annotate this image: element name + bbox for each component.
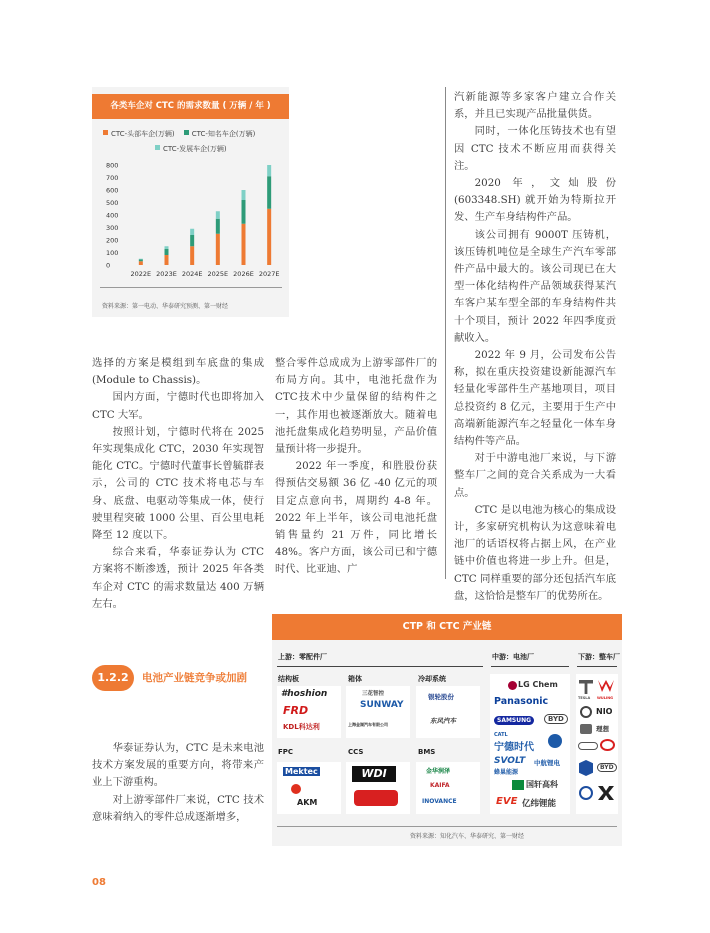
audi-icon [578, 742, 598, 750]
section-body [92, 740, 264, 826]
upstream-label: 上游：零配件厂 [278, 653, 327, 661]
paragraph: 同时，一体化压铸技术也有望因 CTC 技术不断应用而获得关注。 [454, 125, 616, 172]
legend-swatch-orange [103, 130, 108, 135]
nio-logo: NIO [596, 707, 613, 716]
bar-segment [216, 234, 220, 265]
ccs-car-icon [354, 790, 398, 806]
chart-panel [92, 87, 289, 317]
x-tick-label: 2025E [207, 270, 229, 278]
section-title: 电池产业链竞争或加剧 [142, 672, 247, 684]
paragraph: 对于中游电池厂来说，与下游整车厂之间的竞合关系成为一大看点。 [454, 452, 616, 499]
ccs-logo-box [346, 762, 410, 814]
right-column [454, 89, 616, 605]
frd-logo: FRD [283, 704, 309, 717]
middle-column [275, 355, 437, 579]
bar-segment [242, 190, 246, 200]
chart-legend [103, 125, 283, 155]
eve-cn-logo: 亿纬锂能 [522, 799, 557, 809]
bar-segment [190, 235, 194, 246]
legend-swatch-teal [155, 145, 160, 150]
paragraph: 该公司拥有 9000T 压铸机，该压铸机吨位是全球生产汽车零部件产品中最大的。该公司现已在大型一体化结构件产品领域获得某汽车客户某车型全部的车身结构件共十个项目，预计 2022 年四季度贡献收入。 [454, 228, 616, 344]
paragraph: CTC 是以电池为核心的集成设计，多家研究机构认为这意味着电池厂的话语权将占据上风，在产业链中价值也将进一步上升。但是，CTC 同样重要的部分还包括汽车底盘，这恰恰是整车厂的优势所在。 [454, 503, 616, 602]
paragraph: 国内方面，宁德时代也即将加入 CTC 大军。 [92, 391, 264, 421]
paragraph: 按照计划，宁德时代将在 2025 年实现集成化 CTC，2030 年实现智能化 CTC。宁德时代董事长曾毓群表示，公司的 CTC 技术将电芯与车身、底盘、电驱动等集成一体，使行驶里程突破 1000 公里、百公里电耗降至 12 度以下。 [92, 425, 264, 542]
bar-segment [242, 224, 246, 265]
x-tick-label: 2027E [258, 270, 280, 278]
cooling-logo-box [416, 686, 480, 738]
paragraph: 2022 年 9 月，公司发布公告称，拟在重庆投资建设新能源汽车轻量化零部件生产基地项目，项目总投资约 8 亿元，主要用于生产中高端新能源汽车之轻量化一体车身结构件等产品。 [454, 349, 616, 448]
calb-icon [548, 734, 562, 748]
svolt-logo: SVOLT [494, 756, 526, 766]
y-tick-label: 100 [106, 249, 119, 257]
catl-logo: 宁德时代 [494, 742, 534, 753]
category-fpc: FPC [278, 748, 294, 756]
paragraph: 汽新能源等多家客户建立合作关系，并且已实现产品批量供货。 [454, 91, 616, 121]
ctp-panel-source: 资料来源：知化汽车、华泰研究、第一财经 [410, 833, 525, 840]
akm-icon [291, 784, 301, 794]
bar-segment [267, 165, 271, 176]
bar-segment [190, 246, 194, 265]
legend-swatch-green [184, 130, 189, 135]
x-tick-label: 2023E [156, 270, 177, 278]
legend-item-2: CTC-知名车企(万辆) [184, 130, 256, 138]
paragraph: 选择的方案是模组到车底盘的集成(Module to Chassis)。 [92, 357, 264, 387]
bms-logo-box [416, 762, 480, 814]
box-logo-3: 上海金湖汽车有限公司 [348, 722, 388, 727]
stacked-bar-chart [92, 157, 289, 287]
bar-segment [242, 200, 246, 224]
fengtong-logo: 东风汽车 [430, 717, 456, 725]
page-number: 08 [92, 877, 106, 888]
category-bms: BMS [418, 748, 436, 756]
paragraph: 华泰证券认为，CTC 是未来电池技术方案发展的重要方向，将带来产业上下游重构。 [92, 742, 264, 789]
bar-segment [216, 219, 220, 234]
wuling-icon [598, 680, 614, 692]
battery-logo-box [490, 674, 570, 814]
bar-segment [267, 209, 271, 265]
box-logo-1: 三花智控 [362, 691, 385, 697]
category-box: 箱体 [348, 675, 362, 683]
kaifa-logo: KAIFA [430, 782, 450, 789]
byd-battery-logo: BYD [544, 714, 568, 724]
bar-segment [267, 176, 271, 209]
samsung-logo: SAMSUNG [494, 716, 534, 725]
calb-logo: 中航锂电 [534, 759, 560, 767]
automaker-logo-box [576, 674, 618, 814]
toyota-icon [600, 739, 615, 751]
panasonic-logo: Panasonic [494, 696, 549, 707]
fpc-logo-box [277, 762, 341, 814]
wuling-logo: WULING [597, 696, 614, 700]
bar-segment [139, 259, 143, 260]
svolt-cn-logo: 蜂巢能源 [494, 769, 519, 776]
box-logo-2: SUNWAY [360, 700, 404, 710]
catl-en-logo: CATL [494, 732, 508, 738]
x-tick-label: 2024E [181, 270, 203, 278]
chart-panel-title: 各类车企对 CTC 的需求数量 ( 万辆 / 年 ) [92, 94, 289, 119]
y-tick-label: 0 [106, 261, 111, 270]
y-tick-label: 600 [106, 186, 119, 195]
changan-icon [579, 760, 593, 776]
chart-source: 资料来源：第一电动、华泰研究预测、第一财经 [102, 303, 229, 310]
category-structure: 结构板 [278, 675, 299, 683]
gotion-logo: 国轩高科 [526, 780, 558, 789]
yinlun-logo: 银轮股份 [428, 693, 454, 701]
lixiang-logo: 理想 [596, 725, 609, 733]
inovance-logo: INOVANCE [422, 798, 457, 805]
category-cooling: 冷却系统 [418, 675, 446, 683]
paragraph: 对上游零部件厂来说，CTC 技术意味着纳入的零件总成逐渐增多， [92, 793, 264, 823]
structure-logo-box [277, 686, 341, 738]
bar-segment [165, 246, 169, 249]
jinyang-logo: 金华润泽 [426, 768, 451, 775]
x-tick-label: 2022E [130, 270, 152, 278]
left-column [92, 355, 264, 613]
lgchem-icon [508, 681, 517, 690]
hoshion-logo: #hoshion [281, 689, 328, 699]
ctp-panel-title: CTP 和 CTC 产业链 [272, 614, 622, 640]
y-tick-label: 700 [106, 174, 119, 182]
tesla-icon [579, 680, 593, 694]
paragraph: 综合来看，华泰证券认为 CTC 方案将不断渗透，预计 2025 年各类车企对 CTC 的需求数量达 400 万辆左右。 [92, 546, 264, 610]
kdl-logo: KDL科达利 [283, 723, 320, 731]
box-logo-box [346, 686, 410, 738]
legend-item-3: CTC-发展车企(万辆) [155, 145, 227, 153]
y-tick-label: 800 [106, 161, 119, 170]
category-ccs: CCS [348, 748, 364, 756]
bar-segment [216, 211, 220, 219]
wdi-logo: WDI [352, 766, 396, 782]
section-number: 1.2.2 [92, 665, 134, 691]
akm-logo: AKM [297, 798, 318, 807]
paragraph: 2022 年一季度，和胜股份获得预估交易额 36 亿 -40 亿元的项目定点意向书，周期约 4-8 年。2022 年上半年，该公司电池托盘销售量约 21 万件，同比增长 48%。客户方面，该公司已和宁德时代、比亚迪、广 [275, 460, 437, 576]
y-tick-label: 400 [106, 211, 119, 220]
bar-segment [165, 249, 169, 255]
bar-segment [190, 229, 194, 235]
section-heading [92, 665, 272, 693]
bar-segment [139, 259, 143, 261]
paragraph: 整合零件总成成为上游零部件厂的布局方向。其中，电池托盘作为 CTC技术中少量保留的结构件之一，其作用也被逐渐放大。随着电池托盘集成化趋势明显，产品价值量预计将一步提升。 [275, 357, 437, 456]
lgchem-logo: LG Chem [518, 680, 558, 689]
gac-icon [580, 724, 592, 734]
y-tick-label: 200 [106, 236, 119, 245]
downstream-label: 下游：整车厂 [578, 653, 620, 661]
x-tick-label: 2026E [233, 270, 254, 278]
ctp-ctc-panel [272, 614, 622, 846]
bar-segment [165, 255, 169, 265]
eve-logo: EVE [496, 796, 518, 807]
gotion-icon [512, 780, 524, 790]
legend-item-1: CTC-头部车企(万辆) [103, 130, 175, 138]
y-tick-label: 500 [106, 199, 119, 207]
midstream-label: 中游：电池厂 [492, 653, 534, 661]
byd-auto-logo: BYD [597, 763, 617, 772]
mektec-logo: Mektec [285, 767, 318, 776]
hongqi-icon [598, 786, 614, 800]
tesla-logo: TESLA [578, 696, 591, 700]
bar-segment [139, 261, 143, 265]
vw-icon [579, 786, 593, 800]
y-tick-label: 300 [106, 224, 119, 232]
paragraph: 2020 年，文灿股份 (603348.SH) 就开始为特斯拉开发、生产车身结构件产品。 [454, 177, 616, 224]
geely-icon [580, 706, 592, 718]
